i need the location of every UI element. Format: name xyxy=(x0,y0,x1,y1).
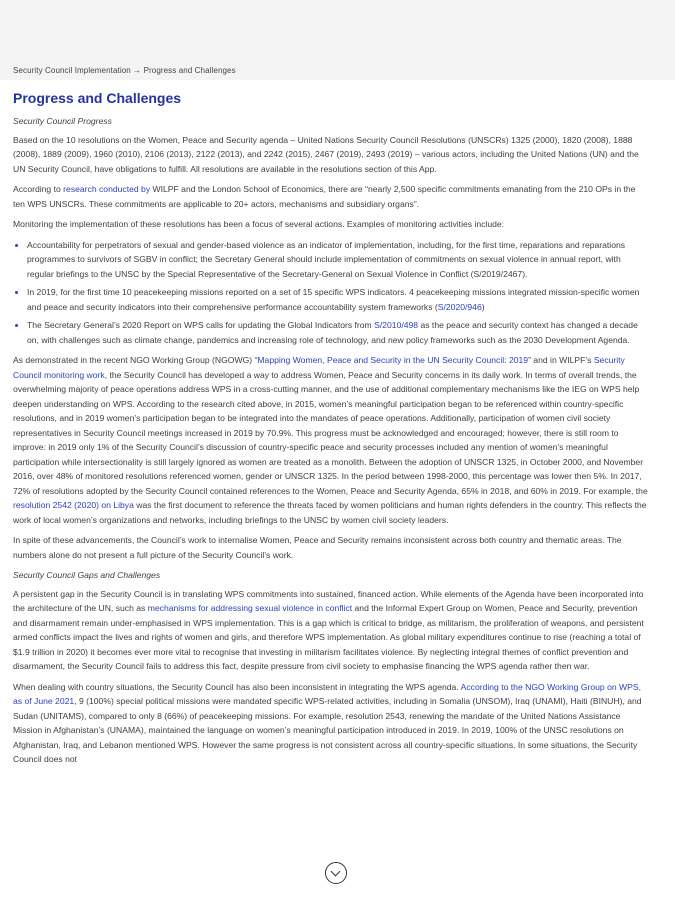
ngo-working-group-link[interactable]: According to the NGO Working Group on WPS, as of June 2021 xyxy=(13,681,642,706)
s-2020-946-link[interactable]: S/2020/946 xyxy=(437,301,482,312)
article-content xyxy=(13,88,649,773)
text: In 2019, for the first time 10 peacekeeping missions reported on a set of 15 specific WPS indicators. 4 peacekeeping missions integrated mission-specific women and peace and security indicators into their comprehensive performance accountability system frameworks ( xyxy=(27,287,640,312)
s-2010-498-link[interactable]: S/2010/498 xyxy=(374,320,419,330)
text: and the Informal Expert Group on Women, Peace and Security, prevention and disarmament remain under-emphasised in WPS implementation. This is a gap which is critical to bridge, as militarism, the proliferation of weapons, and persistent armed conflicts impact the lives and rights of women and girls, and therefore WPS implementation. As global military expenditures continue to rise (reaching a total of $1.9 trillion in 2020) it becomes ever more vital to recognise that investing in militarism facilitates violence. By neglecting integral themes of conflict prevention and disarmament, the Security Council fails to address this fact, despite pressure from civil society to emphasise financing the WPS agenda rather then war. xyxy=(13,603,644,671)
text: ) xyxy=(481,301,485,312)
text: ” and in WILPF’s xyxy=(528,355,594,365)
resolution-2542-link[interactable]: resolution 2542 (2020) on Libya xyxy=(13,500,134,510)
text: As demonstrated in the recent NGO Working Group (NGOWG) “ xyxy=(13,355,258,365)
list-item xyxy=(27,285,649,314)
text: , 9 (100%) special political missions were mandated specific WPS-related activities, including in Somalia (UNSOM), Iraq (UNAMI), Haiti (BINUH), and Sudan (UNITAMS), compared to only 8 (66%) of peacekeeping missions. For example, resolution 2543, renewing the mandate of the United Nations Assistance Mission in Afghanistan’s (UNAMA), maintained the language on women’s meaningful participation introduced in 2019. In 2019, 100% of the UNSC resolutions on Afghanistan, Iraq, and Lebanon mentioned WPS. However the same progress is not consistent across all country-specific situations. In some situations, the Security Council does not xyxy=(13,696,642,764)
text: WILPF and the London School of Economics, there are “nearly 2,500 specific commitments emanating from the 210 OPs in the ten WPS UNSCRs. These commitments are applicable to 20+ actors, mechanisms and subsidiary organs”. xyxy=(13,184,636,209)
research-paragraph xyxy=(13,182,649,211)
text: A persistent gap in the Security Council is in translating WPS commitments into sustained, financed action. While elements of the Agenda have been incorporated into the architecture of the UN, such as xyxy=(13,588,644,613)
text: was the first document to reference the threats faced by women politicians and human rights defenders in the country. This reflects the work of local women’s organizations and networks, including briefings to the UNSC by women civil society leaders. xyxy=(13,500,647,525)
breadcrumb[interactable]: Security Council Implementation → Progress and Challenges xyxy=(13,66,236,75)
ngowg-paragraph xyxy=(13,353,649,527)
text: The Secretary General’s 2020 Report on WPS calls for updating the Global Indicators from xyxy=(27,320,375,330)
text: , the Security Council has developed a way to address Women, Peace and Security concerns in its daily work. In terms of overall trends, the overwhelming majority of peace operations address WPS in a cross-cutting manner, and the use of additional complementary mechanisms like the IEG on WPS help deepen understanding on WPS. According to the research cited above, in 2015, women’s meaningful participation began to be referenced within country-specific resolutions, and in 2019 women’s participation began to be integrated into the mandates of peace operations. Additionally, participation of women civil society representatives in Security Council meetings increased in 2019 by 70.9%. This progress must be acknowledged and encouraged; however, there is still room to improve: in 2019 only 1% of the Security Council’s discussion of country-specific peace and security processes included any mention of women’s meaningful participation while intersectionality is still largely ignored as women are treated as a monolith. Between the adoption of UNSCR 1325, in October 2000, and November 2016, over 48% of monitored resolutions referenced women, gender or UNSCR 1325. In the period between 1998-2000, this percentage was lower then 5%. In 2017, 72% of resolutions adopted by the Security Council contained references to the Women, Peace and Security Agenda, 65% in 2018, and 60% in 2019. For example, the xyxy=(13,369,648,496)
scroll-down-icon[interactable] xyxy=(325,862,347,884)
list-item xyxy=(27,318,649,347)
advancements-paragraph: In spite of these advancements, the Council’s work to internalise Women, Peace and Security remains inconsistent across both country and thematic areas. The numbers alone do not present a full picture of the Security Council’s work. xyxy=(13,535,622,560)
monitoring-work-link[interactable]: Security Council monitoring work xyxy=(13,355,625,380)
sexual-violence-mechanisms-link[interactable]: mechanisms for addressing sexual violence in conflict xyxy=(147,603,353,613)
intro-paragraph: Based on the 10 resolutions on the Women, Peace and Security agenda – United Nations Security Council Resolutions (UNSCRs) 1325 (2000), 1820 (2008), 1888 (2008), 1889 (2009), 1960 (2010), 2106 (2013), 2122 (2013), and 2242 (2015), 2467 (2019), 2493 (2019) – various actors, including the United Nations (UN) and the UN Security Council, have obligations to fulfill. All resolutions are available in the resolutions section of this App. xyxy=(13,134,639,174)
page-title: Progress and Challenges xyxy=(13,90,182,106)
monitoring-list xyxy=(13,238,649,348)
section-subheading-progress: Security Council Progress xyxy=(13,116,112,126)
research-link[interactable]: research conducted by xyxy=(63,184,151,194)
text: as the peace and security context has changed a decade on, with challenges such as climate change, pandemics and increasing role of technology, and new policy frameworks such as the 2030 Development Agenda. xyxy=(27,320,638,345)
gap-paragraph xyxy=(13,587,649,674)
monitoring-intro: Monitoring the implementation of these resolutions has been a focus of several actions. Examples of monitoring activities include: xyxy=(13,219,505,229)
section-subheading-gaps: Security Council Gaps and Challenges xyxy=(13,570,161,580)
text: According to xyxy=(13,184,64,194)
country-situations-paragraph xyxy=(13,680,649,767)
list-item: Accountability for perpetrators of sexual and gender-based violence as an indicator of implementation, including, for the first time, reparations and reparations programmes to survivors of SGBV in conflict; the Secretary General should include implementation of commitments on sexual violence in annual report, with regular briefings to the UNSC by the Special Representative of the Secretary-General on Sexual Violence in Conflict (S/2019/2467). xyxy=(27,238,649,282)
mapping-wps-link[interactable]: Mapping Women, Peace and Security in the UN Security Council: 2019 xyxy=(257,355,529,365)
text: When dealing with country situations, the Security Council has also been inconsistent in integrating the WPS agenda. xyxy=(13,681,461,692)
